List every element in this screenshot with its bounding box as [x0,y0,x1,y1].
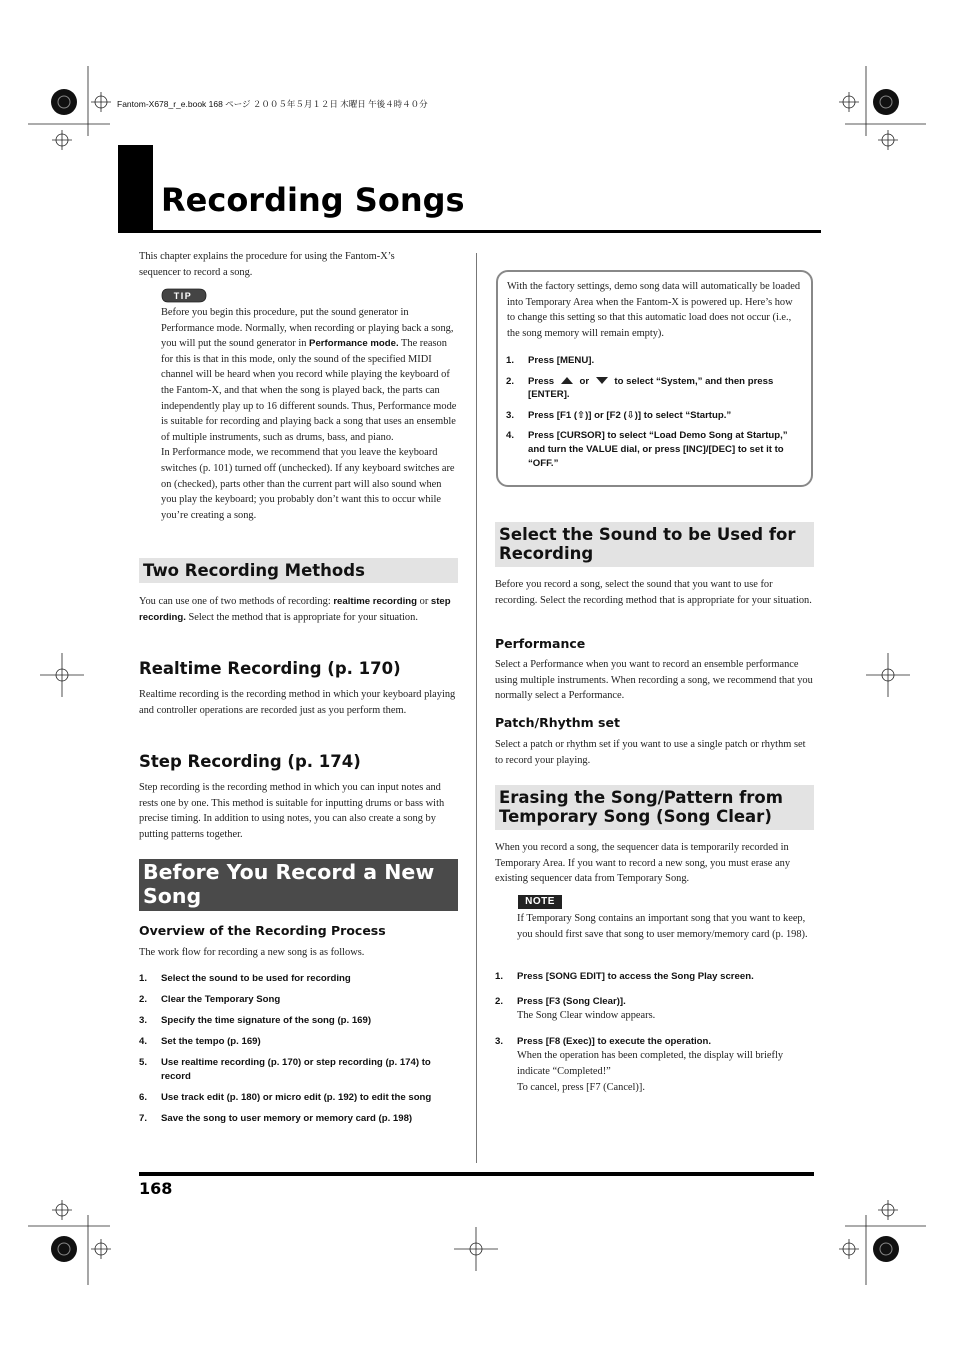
tip-text [161,305,457,523]
two-methods-heading: Two Recording Methods [139,558,458,583]
demo-box-step-3: 3. Press [F1 (⇧)] or [F2 (⇩)] to select “Startup.” [506,409,732,421]
tip-p2: In Performance mode, we recommend that you leave the keyboard switches (p. 101) turned off (unchecked). If any keyboard switches are on (checked), parts other than the current part will also sound when you play the keyboard; you probably don’t want this to occur while you’re creating a song. [161,447,455,521]
realtime-text: Realtime recording is the recording method in which your keyboard playing and controller operations are recorded just as you perform them. [139,689,456,716]
erasing-heading: Erasing the Song/Pattern from Temporary Song (Song Clear) [495,785,814,830]
realtime-heading: Realtime Recording (p. 170) [139,659,401,678]
demo-box-text: With the factory settings, demo song data will automatically be loaded into Temporary Area when the Fantom-X is powered up. Here’s how to change this setting so that this automatic load does not occur (i.e., the song memory will remain empty). [507,281,801,339]
erasing-text: When you record a song, the sequencer data is temporarily recorded in Temporary Area. If you want to record a new song, you must erase any existing sequencer data from Temporary Song. [495,842,791,885]
erasing-step-3: 3. Press [F8 (Exec)] to execute the operation. When the operation has been completed, the display will briefly indicate “Completed!” To cancel, press [F7 (Cancel)]. [495,1035,784,1093]
chapter-bar [118,145,153,233]
overview-steps [139,972,461,1125]
two-methods-c: or [417,596,431,607]
tip-p1-a: Before you begin this procedure, put the sound generator in Performance mode. Normally, when recording or playing back a song, you will put the sound generator in [161,307,454,350]
overview-step: 2. Clear the Temporary Song [139,993,281,1005]
column-divider [476,253,477,1163]
note-badge: NOTE [518,895,562,909]
erasing-steps [495,970,815,1095]
two-methods-e: Select the method that is appropriate for your situation. [185,611,418,623]
chapter-title: Recording Songs [161,181,465,219]
overview-step: 4. Set the tempo (p. 169) [139,1035,261,1047]
tip-p1-c: The reason for this is that in this mode, only the sound of the specified MIDI channel will be heard when you record while playing the keyboard of the Fantom-X, and that when the song is played back, the parts can independently play up to 16 different sounds. Thus, Performance mode is suitable for recording and playing back a song that uses an ensemble of multiple instruments, such as drums, bass, and piano. [161,338,457,443]
up-arrow-icon [560,376,574,385]
erasing-step-3-cancel: To cancel, press [F7 (Cancel)]. [517,1081,645,1093]
performance-heading: Performance [495,636,586,651]
overview-text: The work flow for recording a new song is as follows. [139,947,365,958]
erasing-step-1: 1. Press [SONG EDIT] to access the Song Play screen. [495,971,754,982]
before-heading: Before You Record a New Song [139,859,458,911]
patch-rhythm-heading: Patch/Rhythm set [495,715,620,730]
down-arrow-icon [595,376,609,385]
footer-rule [139,1172,814,1176]
select-sound-heading: Select the Sound to be Used for Recording [495,522,814,567]
tip-badge [161,288,207,303]
overview-heading: Overview of the Recording Process [139,923,386,938]
overview-step: 6. Use track edit (p. 180) or micro edit (p. 192) to edit the song [139,1091,432,1103]
two-methods-a: You can use one of two methods of recording: [139,596,334,607]
intro-text: This chapter explains the procedure for using the Fantom-X’s sequencer to record a song. [139,251,395,278]
two-methods-b: realtime recording [333,596,418,607]
patch-rhythm-text: Select a patch or rhythm set if you want to use a single patch or rhythm set to record your playing. [495,739,806,766]
erasing-step-2: 2. Press [F3 (Song Clear)]. The Song Clear window appears. [495,995,656,1022]
chapter-rule [118,230,821,233]
demo-box-step-4: 4. Press [CURSOR] to select “Load Demo Song at Startup,” and turn the VALUE dial, or press [INC]/[DEC] to set it to “OFF.” [506,430,788,469]
step-recording-text: Step recording is the recording method in which you can input notes and rests one by one. This method is suitable for inputting drums or bass with precise timing. In addition to using notes, you can also create a song by putting patterns together. [139,782,445,840]
note-text: If Temporary Song contains an important song that you want to keep, you should first save that song to user memory/memory card (p. 198). [517,913,808,940]
overview-step: 7. Save the song to user memory or memory card (p. 198) [139,1112,413,1124]
erasing-step-2-note: The Song Clear window appears. [517,1010,656,1022]
step-recording-heading: Step Recording (p. 174) [139,752,361,771]
demo-song-box [496,270,813,487]
demo-box-step-2: 2. Press or to select “System,” and then press [ENTER]. [506,375,774,401]
overview-step: 5. Use realtime recording (p. 170) or step recording (p. 174) to record [139,1056,431,1082]
two-methods-text [139,594,459,625]
overview-step: 1. Select the sound to be used for recording [139,973,351,984]
file-stamp: Fantom-X678_r_e.book 168 ページ ２００５年５月１２日 木曜日 午後４時４０分 [117,99,428,109]
tip-label: TIP [173,291,193,301]
select-sound-text: Before you record a song, select the sound that you want to use for recording. Select the recording method that is appropriate for your situation. [495,579,812,606]
page-number: 168 [139,1179,173,1198]
tip-p1-b: Performance mode. [309,338,399,350]
erasing-step-3-note: When the operation has been completed, the display will briefly indicate “Completed!” [517,1050,784,1077]
demo-box-step-1: 1. Press [MENU]. [506,355,595,366]
performance-text: Select a Performance when you want to record an ensemble performance using multiple instruments. When recording a song, we recommend that you normally select a Performance. [495,659,813,702]
overview-step: 3. Specify the time signature of the song (p. 169) [139,1014,372,1026]
demo-box-steps [506,354,806,470]
two-methods-d: step recording. [139,596,451,623]
